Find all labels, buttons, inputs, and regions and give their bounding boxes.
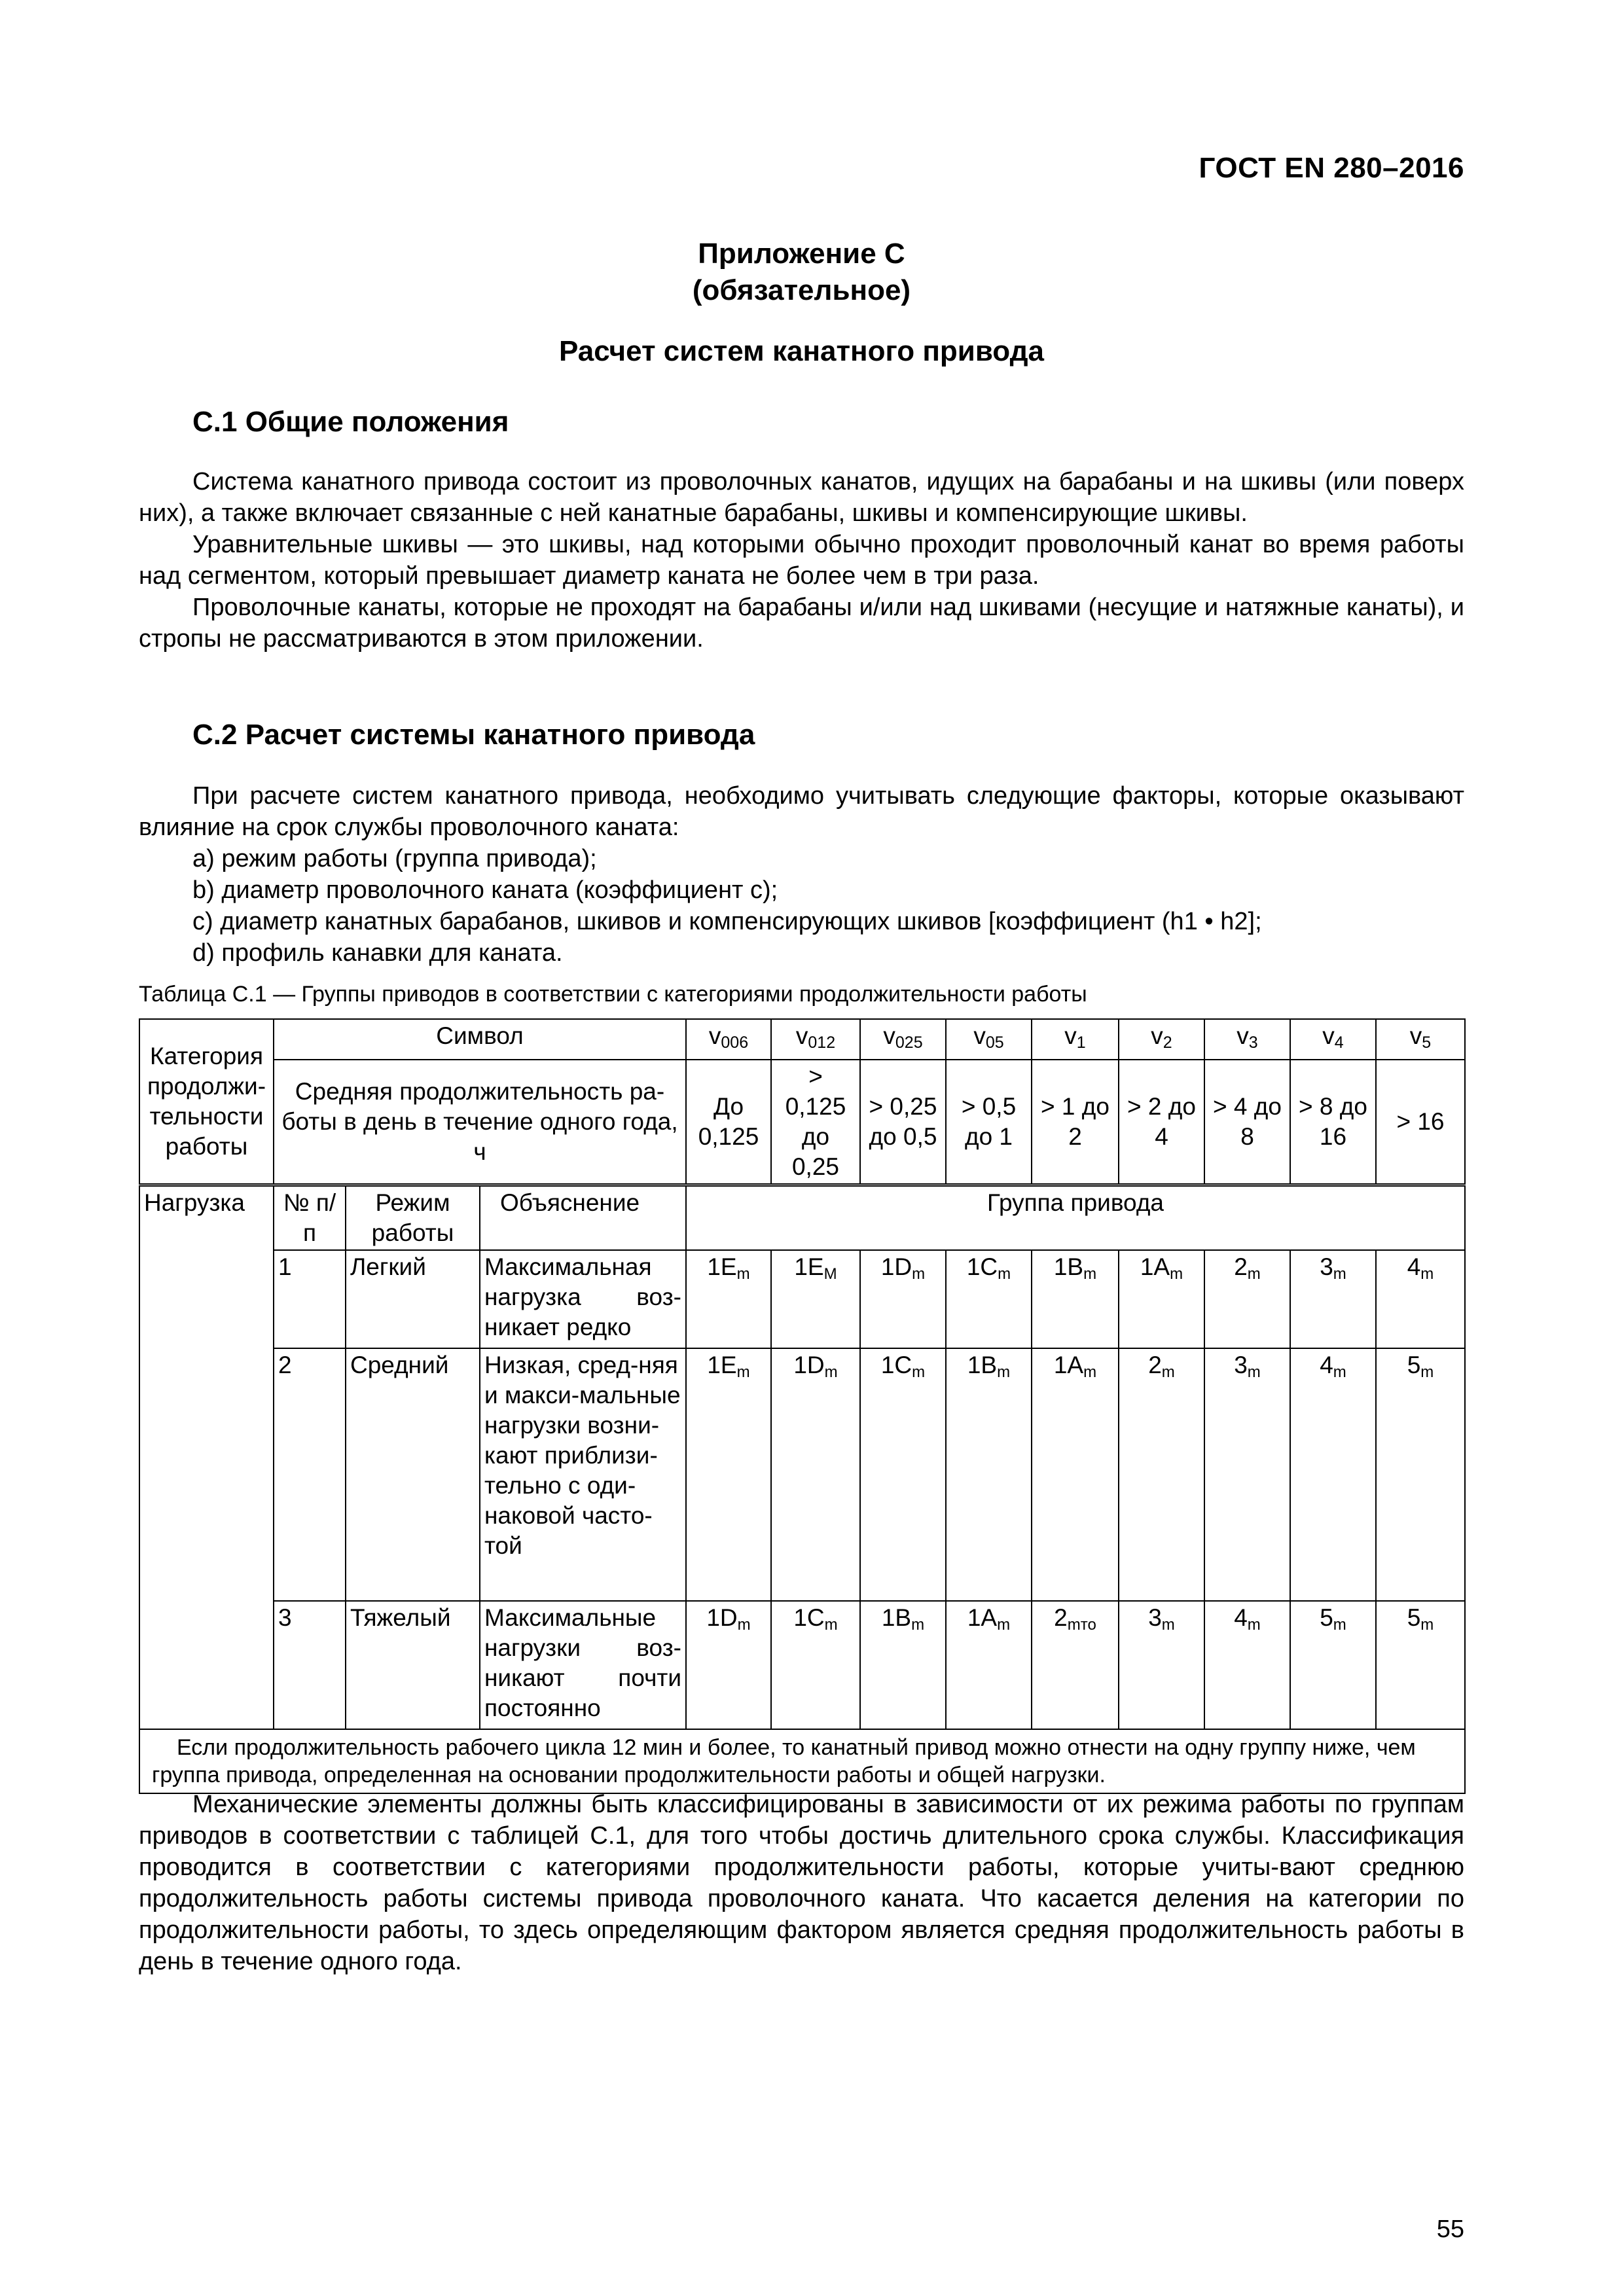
symbol-cell: $v_{012}$ <box>771 1019 860 1060</box>
group-cell: $1A_m$ <box>946 1601 1032 1729</box>
list-item: c) диаметр канатных барабанов, шкивов и компенсирующих шкивов [коэффициент (h1 • h2]; <box>192 908 1262 935</box>
appendix-status: (обязательное) <box>692 274 911 306</box>
duration-cell: До 0,125 <box>686 1060 771 1185</box>
group-cell: $1D_m$ <box>686 1601 771 1729</box>
group-cell: $2_m$ <box>1119 1348 1204 1601</box>
drive-groups-table <box>139 1018 1466 1794</box>
symbol-cell: $v_5$ <box>1376 1019 1465 1060</box>
group-cell: $5_m$ <box>1376 1348 1465 1601</box>
symbol-cell: $v_4$ <box>1290 1019 1376 1060</box>
group-cell: $1D_m$ <box>771 1348 860 1601</box>
group-cell: $1C_m$ <box>771 1601 860 1729</box>
group-cell: $1B_m$ <box>860 1601 946 1729</box>
symbol-header: Символ <box>274 1019 686 1060</box>
paragraph: Система канатного привода состоит из проволочных канатов, идущих на барабаны и на шкивы (или поверх них), а также включает связанные с ней канатные барабаны, шкивы и компенсирующие шкивы. <box>139 468 1464 527</box>
duration-cell: > 4 до 8 <box>1204 1060 1290 1185</box>
group-cell: $1B_m$ <box>946 1348 1032 1601</box>
symbol-cell: $v_3$ <box>1204 1019 1290 1060</box>
section-1-body <box>139 466 1464 655</box>
closing-body <box>139 1789 1464 1977</box>
table-row <box>139 1250 1465 1348</box>
duration-cell: > 0,5 до 1 <box>946 1060 1032 1185</box>
list-item: d) профиль канавки для каната. <box>192 939 563 967</box>
document-code: ГОСТ EN 280–2016 <box>1199 152 1464 184</box>
row-mode: Средний <box>346 1348 480 1601</box>
group-cell: $5_m$ <box>1376 1601 1465 1729</box>
load-label: Нагрузка <box>139 1185 274 1730</box>
group-cell: $1E_M$ <box>771 1250 860 1348</box>
group-cell: $4_m$ <box>1290 1348 1376 1601</box>
duration-cell: > 16 <box>1376 1060 1465 1185</box>
mode-header: Режим работы <box>346 1185 480 1251</box>
table-row <box>139 1348 1465 1601</box>
duration-cell: > 0,25 до 0,5 <box>860 1060 946 1185</box>
list-item: b) диаметр проволочного каната (коэффициент с); <box>192 876 778 904</box>
section-2-heading: С.2 Расчет системы канатного привода <box>192 719 755 751</box>
duration-cell: > 8 до 16 <box>1290 1060 1376 1185</box>
page-number: 55 <box>1436 2215 1464 2243</box>
group-cell: $4_m$ <box>1376 1250 1465 1348</box>
group-cell: $4_m$ <box>1204 1601 1290 1729</box>
group-cell: $3_m$ <box>1119 1601 1204 1729</box>
group-cell: $1E_m$ <box>686 1250 771 1348</box>
number-header: № п/п <box>274 1185 346 1251</box>
group-cell: $1A_m$ <box>1119 1250 1204 1348</box>
group-cell: $1A_m$ <box>1032 1348 1119 1601</box>
row-number: 1 <box>274 1250 346 1348</box>
appendix-title: Приложение С <box>698 238 905 270</box>
table-row <box>139 1601 1465 1729</box>
row-explanation: Низкая, сред-няя и макси-мальные нагрузки возни-кают приблизи-тельно с оди-наковой часто-той <box>480 1348 686 1601</box>
row-explanation: Максимальные нагрузки воз-никают почти постоянно <box>480 1601 686 1729</box>
group-cell: $1E_m$ <box>686 1348 771 1601</box>
paragraph: При расчете систем канатного привода, необходимо учитывать следующие факторы, которые оказывают влияние на срок службы проволочного каната: <box>139 782 1464 841</box>
duration-cell: > 2 до 4 <box>1119 1060 1204 1185</box>
section-1-heading: С.1 Общие положения <box>192 406 509 438</box>
group-cell: $3_m$ <box>1204 1348 1290 1601</box>
category-header: Категория продолжи-тельности работы <box>139 1019 274 1185</box>
list-item: a) режим работы (группа привода); <box>192 845 597 872</box>
group-cell: $2_{mто}$ <box>1032 1601 1119 1729</box>
row-number: 3 <box>274 1601 346 1729</box>
symbol-cell: $v_2$ <box>1119 1019 1204 1060</box>
section-2-body <box>139 780 1464 969</box>
explanation-header: Объяснение <box>480 1185 686 1251</box>
group-cell: $2_m$ <box>1204 1250 1290 1348</box>
group-cell: $3_m$ <box>1290 1250 1376 1348</box>
row-number: 2 <box>274 1348 346 1601</box>
drive-group-header: Группа привода <box>686 1185 1465 1251</box>
table-caption: Таблица С.1 — Группы приводов в соответствии с категориями продолжительности работы <box>139 982 1087 1007</box>
group-cell: $1C_m$ <box>860 1348 946 1601</box>
group-cell: $1B_m$ <box>1032 1250 1119 1348</box>
group-cell: $1D_m$ <box>860 1250 946 1348</box>
duration-cell: > 1 до 2 <box>1032 1060 1119 1185</box>
paragraph: Уравнительные шкивы — это шкивы, над которыми обычно проходит проволочный канат во время работы над сегментом, который превышает диаметр каната не более чем в три раза. <box>139 531 1464 590</box>
group-cell: $1C_m$ <box>946 1250 1032 1348</box>
paragraph: Проволочные канаты, которые не проходят на барабаны и/или над шкивами (несущие и натяжные канаты), и стропы не рассматриваются в этом приложении. <box>139 594 1464 653</box>
group-cell: $5_m$ <box>1290 1601 1376 1729</box>
duration-cell: > 0,125 до 0,25 <box>771 1060 860 1185</box>
row-mode: Легкий <box>346 1250 480 1348</box>
row-mode: Тяжелый <box>346 1601 480 1729</box>
symbol-cell: $v_{006}$ <box>686 1019 771 1060</box>
symbol-cell: $v_{05}$ <box>946 1019 1032 1060</box>
table-note: Если продолжительность рабочего цикла 12 мин и более, то канатный привод можно отнести на одну группу ниже, чем группа привода, определенная на основании продолжительности работы и общей нагрузки. <box>139 1729 1465 1793</box>
symbol-cell: $v_1$ <box>1032 1019 1119 1060</box>
main-title: Расчет систем канатного привода <box>558 335 1045 367</box>
symbol-cell: $v_{025}$ <box>860 1019 946 1060</box>
appendix-heading <box>139 236 1464 309</box>
row-explanation: Максимальная нагрузка воз-никает редко <box>480 1250 686 1348</box>
duration-header: Средняя продолжительность ра-боты в день в течение одного года, ч <box>274 1060 686 1185</box>
paragraph: Механические элементы должны быть классифицированы в зависимости от их режима работы по группам приводов в соответствии с таблицей С.1, для того чтобы достичь длительного срока службы. Классификация проводится в соответствии с категориями продолжительности работы, которые учиты-вают среднюю продолжительность работы системы привода проволочного каната. Что касается деления на категории по продолжительности работы, то здесь определяющим фактором является средняя продолжительность работы в день в течение одного года. <box>139 1791 1464 1975</box>
